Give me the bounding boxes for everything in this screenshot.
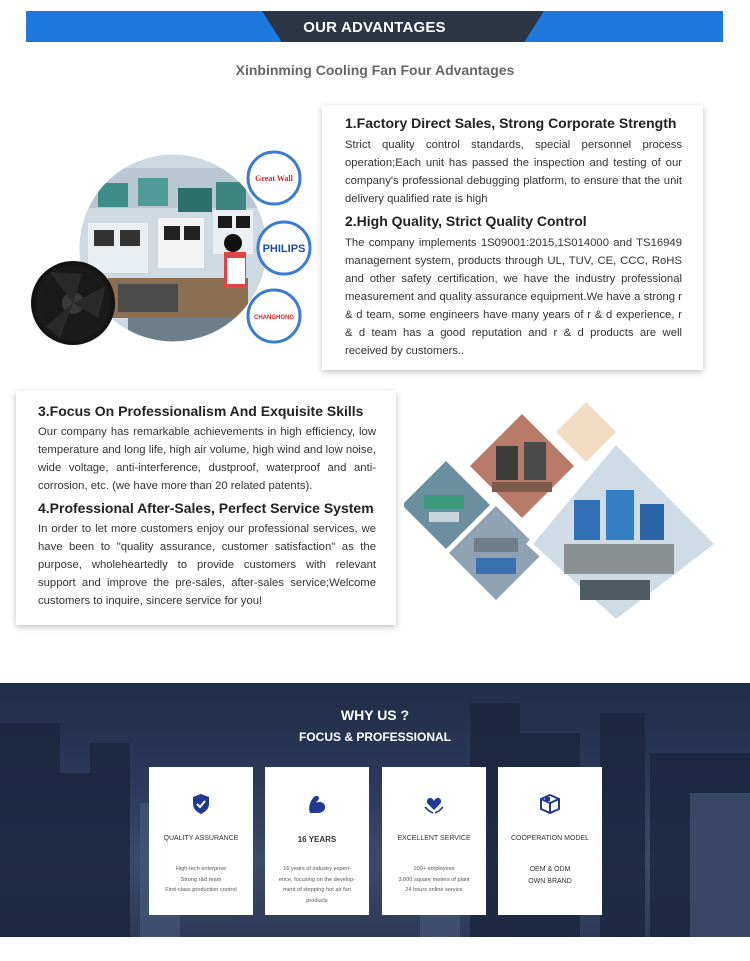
advantage-2-title: 2.High Quality, Strict Quality Control [345, 213, 587, 229]
advantage-1-text: Strict quality control standards, special personnel process operation;Each unit has passed the inspection and testing of our company's professional debugging platform, to ensure that the unit delivery qualified rate is high [345, 139, 682, 205]
heart-hands-icon [423, 793, 445, 815]
why-us-subtitle: FOCUS & PROFESSIONAL [298, 730, 451, 744]
shield-check-icon [191, 793, 211, 815]
section-subtitle: Xinbinming Cooling Fan Four Advantages [235, 62, 515, 78]
feature-title: QUALITY ASSURANCE [163, 835, 239, 842]
feature-card-quality [149, 767, 253, 915]
advantage-4-text: In order to let more customers enjoy our professional services, we have been to "quality assurance, customer satisfaction" as the purpose, wholeheartedly to provide customers with relevant support and improve the pre-sales, after-sales service;Welcome customers to inquire, sincere service for you! [38, 523, 376, 607]
advantage-3-title: 3.Focus On Professionalism And Exquisite Skills [38, 403, 364, 419]
advantage-1-title: 1.Factory Direct Sales, Strong Corporate Strength [345, 115, 677, 131]
feature-card-cooperation [498, 767, 602, 915]
feature-title: COOPERATION MODEL [510, 835, 590, 842]
advantage-2-text: The company implements 1S09001:2015,1S014000 and TS16949 management system, products through UL, TUV, CE, CCC, RoHS and other safety certification, we have the industry professional measurement and quality assurance equipment.We have a strong r & d team, some engineers have many years of r & d experience, r & d team has a good reputation and r & d products are well received by customers.. [345, 237, 682, 357]
why-us-section [0, 683, 750, 937]
logo-great-wall: Great Wall [255, 174, 293, 183]
logo-changhong: CHANGHONG [254, 315, 294, 321]
feature-title: EXCELLENT SERVICE [397, 835, 471, 842]
feature-description: High-tech enterprise Strong r&d team First-class production control [165, 866, 237, 893]
factory-illustration [28, 148, 320, 358]
banner-title: OUR ADVANTAGES [303, 19, 446, 36]
feature-title: 16 YEARS [297, 835, 337, 844]
logo-philips: PHILIPS [262, 243, 306, 255]
advantages-card-bottom [16, 391, 396, 625]
advantage-3-text: Our company has remarkable achievements in high efficiency, low temperature and long life, high air volume, high wind and low noise, wide voltage, anti-interference, dustproof, waterproof and anti-corrosion, etc. (we have more than 20 related patents). [38, 426, 376, 492]
cube-icon [539, 793, 561, 815]
feature-description: 100+ employees 3,000 square meters of plant 24 hours online service [398, 866, 470, 893]
feature-description: 16 years of industry experi- ence, focusing on the develop- ment of stepping hot air fan products [278, 866, 356, 904]
factory-diamond-collage [404, 400, 722, 630]
advantages-card-top [322, 105, 703, 370]
feature-card-service [382, 767, 486, 915]
section-banner [26, 11, 723, 42]
feature-description: OEM & ODM OWN BRAND [528, 866, 572, 885]
flexed-arm-icon [306, 793, 328, 815]
advantage-4-title: 4.Professional After-Sales, Perfect Service System [38, 500, 374, 516]
feature-card-years [265, 767, 369, 915]
why-us-title: WHY US ? [340, 707, 410, 723]
